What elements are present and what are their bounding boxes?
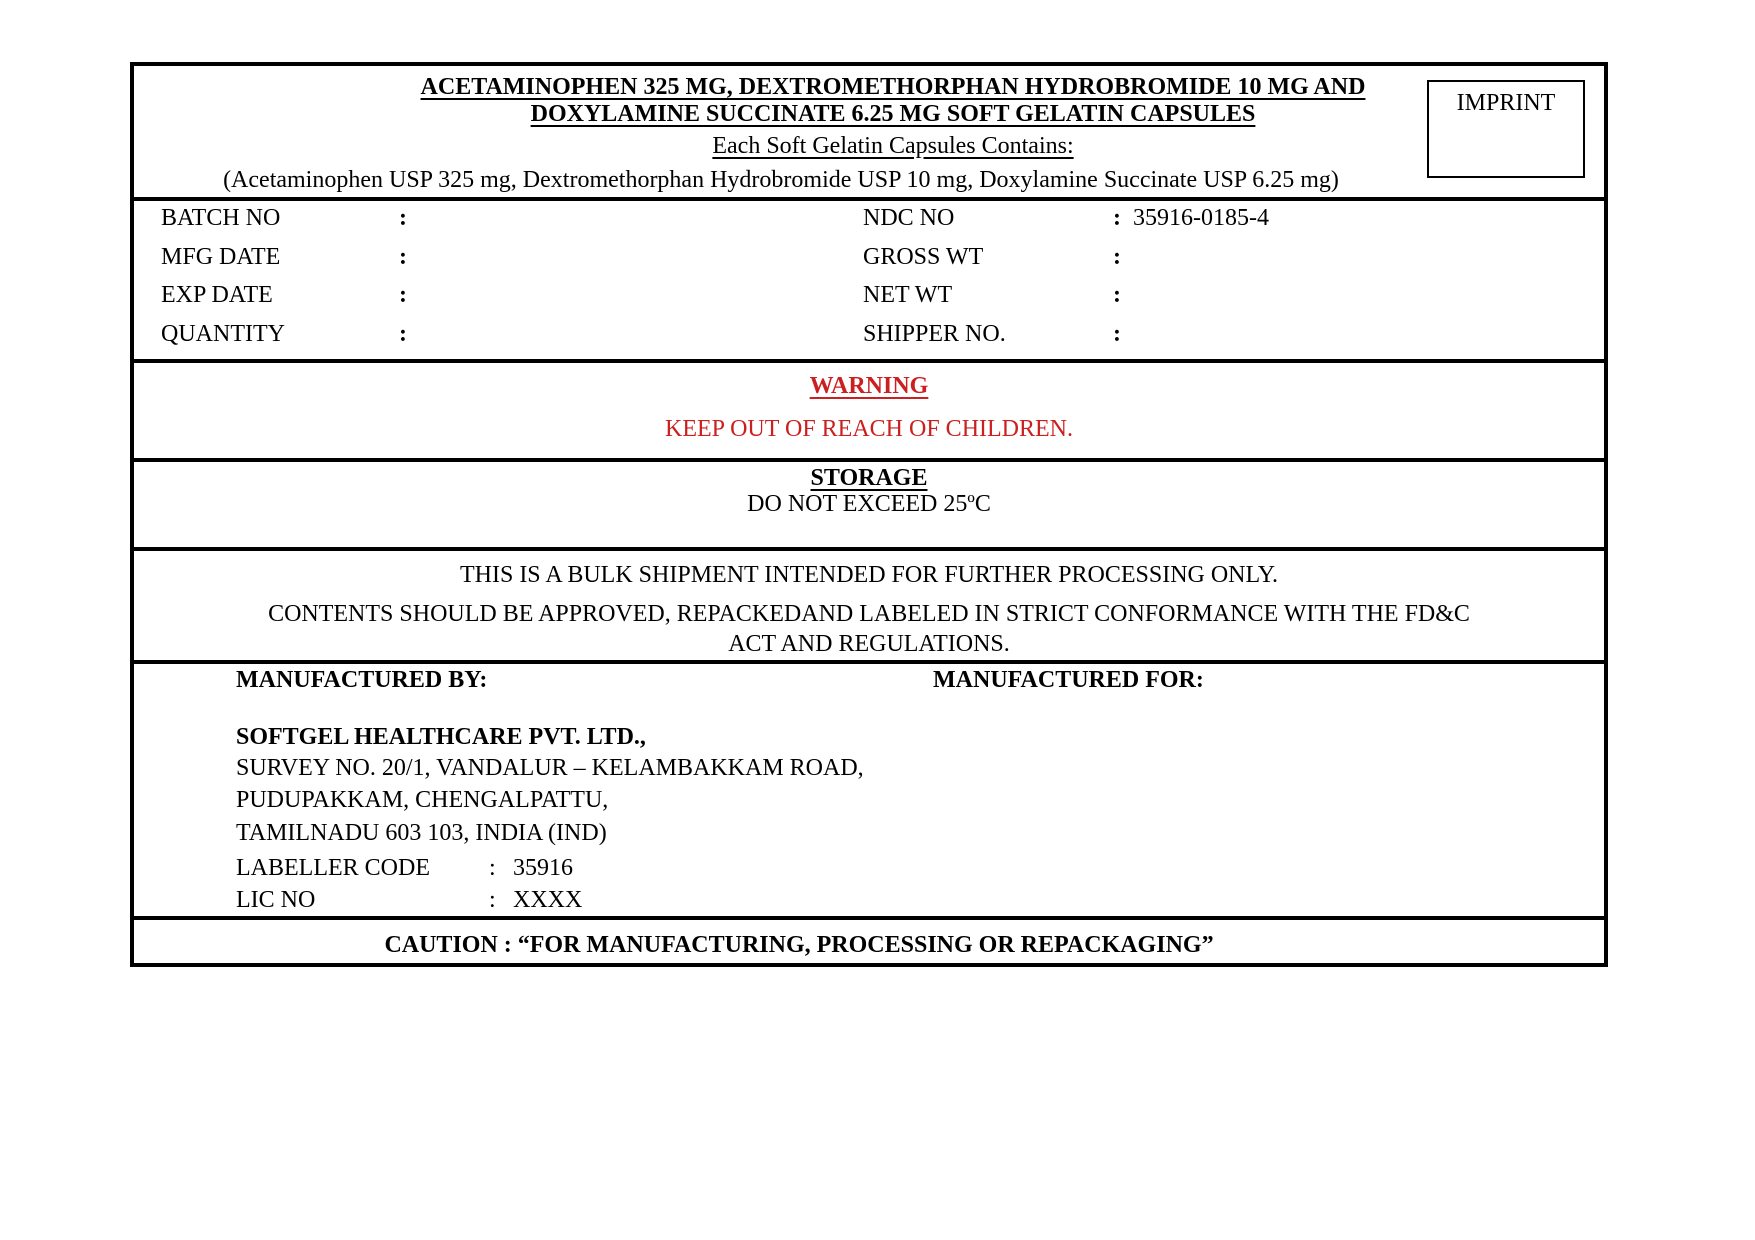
net-wt-label: NET WT (863, 282, 953, 308)
batch-row-3 (134, 280, 1604, 310)
net-wt-colon: : (1113, 282, 1121, 308)
lic-no-value: XXXX (513, 887, 583, 913)
bulk-notice-line1: THIS IS A BULK SHIPMENT INTENDED FOR FURTHER PROCESSING ONLY. (459, 562, 1279, 588)
bulk-notice-section (134, 551, 1604, 660)
product-title-line1: ACETAMINOPHEN 325 MG, DEXTROMETHORPHAN HYDROBROMIDE 10 MG AND (420, 74, 1366, 100)
header-section (134, 66, 1604, 197)
labeller-code-label: LABELLER CODE (236, 855, 430, 881)
storage-heading: STORAGE (810, 465, 928, 491)
manufacturer-address-3: TAMILNADU 603 103, INDIA (IND) (236, 820, 607, 846)
bulk-notice-line2: CONTENTS SHOULD BE APPROVED, REPACKEDAND LABELED IN STRICT CONFORMANCE WITH THE FD&C (268, 601, 1470, 627)
warning-heading: WARNING (809, 373, 929, 399)
caution-section (134, 920, 1604, 963)
contains-heading: Each Soft Gelatin Capsules Contains: (712, 133, 1074, 159)
storage-section (134, 462, 1604, 547)
quantity-label: QUANTITY (161, 321, 285, 347)
storage-body: DO NOT EXCEED 25ºC (747, 491, 991, 517)
batch-fields-section (134, 201, 1604, 359)
manufacturer-section (134, 664, 1604, 916)
batch-row-2 (134, 242, 1604, 272)
drug-label (130, 62, 1608, 967)
lic-no-label: LIC NO (236, 887, 316, 913)
warning-section (134, 363, 1604, 458)
exp-date-label: EXP DATE (161, 282, 273, 308)
mfg-date-label: MFG DATE (161, 244, 281, 270)
batch-row-1 (134, 203, 1604, 233)
batch-no-label: BATCH NO (161, 205, 281, 231)
manufactured-for-heading: MANUFACTURED FOR: (933, 667, 1204, 693)
lic-no-row (134, 885, 1604, 915)
imprint-label: IMPRINT (1456, 90, 1556, 116)
batch-no-colon: : (399, 205, 407, 231)
manufacturer-address-2: PUDUPAKKAM, CHENGALPATTU, (236, 787, 609, 813)
shipper-no-label: SHIPPER NO. (863, 321, 1006, 347)
imprint-box (1427, 80, 1585, 178)
warning-body: KEEP OUT OF REACH OF CHILDREN. (664, 416, 1074, 442)
manufacturer-address-1: SURVEY NO. 20/1, VANDALUR – KELAMBAKKAM ROAD, (236, 755, 864, 781)
bulk-notice-line3: ACT AND REGULATIONS. (728, 631, 1010, 657)
lic-no-colon: : (489, 887, 496, 913)
ndc-no-colon: : (1113, 205, 1121, 231)
product-title-line2: DOXYLAMINE SUCCINATE 6.25 MG SOFT GELATIN CAPSULES (530, 101, 1256, 127)
labeller-code-row (134, 853, 1604, 883)
manufacturer-company: SOFTGEL HEALTHCARE PVT. LTD., (236, 724, 646, 750)
labeller-code-colon: : (489, 855, 496, 881)
manufactured-by-heading: MANUFACTURED BY: (236, 667, 488, 693)
caution-text: CAUTION : “FOR MANUFACTURING, PROCESSING OR REPACKAGING” (384, 932, 1214, 958)
mfg-date-colon: : (399, 244, 407, 270)
labeller-code-value: 35916 (513, 855, 573, 881)
gross-wt-label: GROSS WT (863, 244, 984, 270)
ndc-no-label: NDC NO (863, 205, 955, 231)
composition-line: (Acetaminophen USP 325 mg, Dextromethorphan Hydrobromide USP 10 mg, Doxylamine Succinate USP 6.25 mg) (223, 167, 1339, 193)
quantity-colon: : (399, 321, 407, 347)
gross-wt-colon: : (1113, 244, 1121, 270)
shipper-no-colon: : (1113, 321, 1121, 347)
exp-date-colon: : (399, 282, 407, 308)
ndc-no-value: 35916-0185-4 (1133, 205, 1269, 231)
batch-row-4 (134, 319, 1604, 349)
